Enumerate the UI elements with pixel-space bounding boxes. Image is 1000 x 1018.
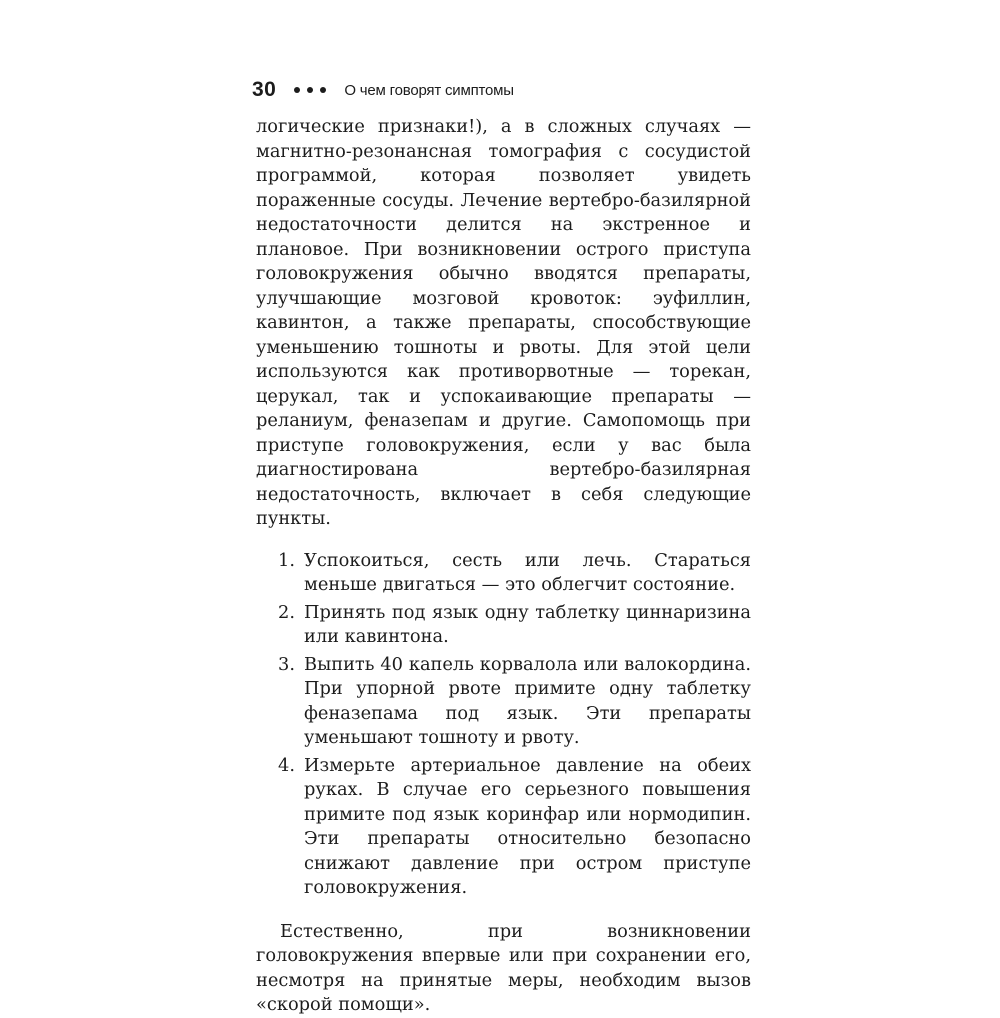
dot-icon — [307, 87, 313, 93]
paragraph-1: логические признаки!), а в сложных случаях — магнитно-резонансная томография с сосудистой программой, которая позволяет увидеть пораженные сосуды. Лечение вертебро-базилярной недостаточности делится на экстренное и плановое. При возникновении острого приступа головокружения обычно вводятся препараты, улучшающие мозговой кровоток: эуфиллин, кавинтон, а также препараты, способствующие уменьшению тошноты и рвоты. Для этой цели используются как противорвотные — торекан, церукал, так и успокаивающие препараты — реланиум, феназепам и другие. Самопомощь при приступе головокружения, если у вас была диагностирована вертебро-базилярная недостаточность, включает в себя следующие пункты. — [256, 116, 751, 529]
self-help-list — [256, 549, 751, 901]
list-item-number: 4. — [278, 754, 295, 776]
list-item — [256, 653, 751, 751]
dot-icon — [294, 87, 300, 93]
ornament-dots — [294, 87, 326, 93]
list-item — [256, 754, 751, 901]
list-item-text: Принять под язык одну таблетку циннаризина или кавинтона. — [304, 601, 751, 647]
list-item-number: 2. — [278, 601, 295, 623]
list-item — [256, 549, 751, 598]
running-head — [252, 76, 772, 104]
paragraph-2: Естественно, при возникновении головокружения впервые или при сохранении его, несмотря на принятые меры, необходим вызов «скорой помощи». — [256, 920, 751, 1015]
list-item — [256, 601, 751, 650]
list-item-text: Измерьте артериальное давление на обеих руках. В случае его серьезного повышения примите под язык коринфар или нормодипин. Эти препараты относительно безопасно снижают давление при остром приступе головокружения. — [304, 754, 751, 898]
list-item-text: Успокоиться, сесть или лечь. Стараться меньше двигаться — это облегчит состояние. — [304, 549, 751, 595]
body-text — [256, 115, 751, 1018]
list-item-number: 3. — [278, 653, 295, 675]
list-item-text: Выпить 40 капель корвалола или валокордина. При упорной рвоте примите одну таблетку феназепама под язык. Эти препараты уменьшают тошноту и рвоту. — [304, 653, 751, 748]
list-item-number: 1. — [278, 549, 295, 571]
chapter-title: О чем говорят симптомы — [344, 81, 514, 99]
page-number: 30 — [252, 78, 277, 101]
dot-icon — [320, 87, 326, 93]
